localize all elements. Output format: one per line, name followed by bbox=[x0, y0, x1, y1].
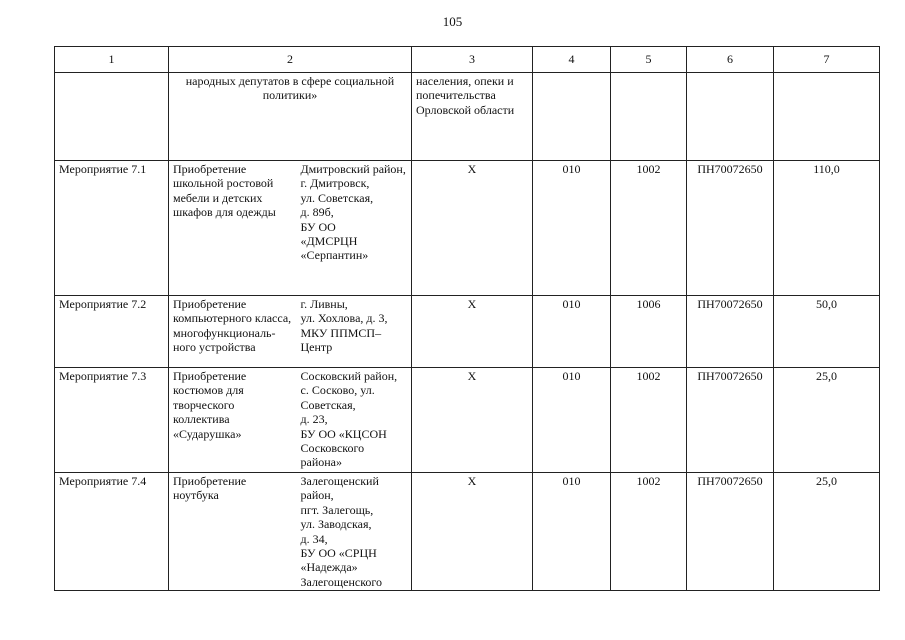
continuation-col-6 bbox=[687, 73, 774, 161]
col4-cell: 010 bbox=[533, 473, 611, 591]
col6-cell: ПН70072650 bbox=[687, 296, 774, 368]
event-cell: Мероприятие 7.3 bbox=[55, 368, 169, 473]
col6-cell: ПН70072650 bbox=[687, 368, 774, 473]
header-row bbox=[55, 47, 880, 73]
event-cell: Мероприятие 7.4 bbox=[55, 473, 169, 591]
continuation-col-3: населения, опеки и попечительства Орловской области bbox=[412, 73, 533, 161]
amount-cell: 25,0 bbox=[774, 473, 880, 591]
continuation-col-7 bbox=[774, 73, 880, 161]
col4-cell: 010 bbox=[533, 296, 611, 368]
col3-cell: Х bbox=[412, 296, 533, 368]
header-col-5: 5 bbox=[611, 47, 687, 73]
table-row bbox=[55, 161, 880, 296]
col6-cell: ПН70072650 bbox=[687, 161, 774, 296]
address-cell: г. Ливны, ул. Хохлова, д. 3, МКУ ППМСП– Центр bbox=[297, 296, 412, 368]
event-cell: Мероприятие 7.1 bbox=[55, 161, 169, 296]
header-col-3: 3 bbox=[412, 47, 533, 73]
item-name-cell: Приобретение костюмов для творческого коллектива «Сударушка» bbox=[169, 368, 297, 473]
amount-cell: 50,0 bbox=[774, 296, 880, 368]
col6-cell: ПН70072650 bbox=[687, 473, 774, 591]
amount-cell: 25,0 bbox=[774, 368, 880, 473]
header-col-1: 1 bbox=[55, 47, 169, 73]
col5-cell: 1006 bbox=[611, 296, 687, 368]
col5-cell: 1002 bbox=[611, 368, 687, 473]
col3-cell: Х bbox=[412, 473, 533, 591]
header-col-4: 4 bbox=[533, 47, 611, 73]
table-row bbox=[55, 368, 880, 473]
item-name-cell: Приобретение ноутбука bbox=[169, 473, 297, 591]
continuation-col-1 bbox=[55, 73, 169, 161]
address-cell: Залегощенский район, пгт. Залегощь, ул. Заводская, д. 34, БУ ОО «СРЦН «Надежда» Залегощенского bbox=[297, 473, 412, 591]
address-cell: Сосковский район, с. Сосково, ул. Советская, д. 23, БУ ОО «КЦСОН Сосковского района» bbox=[297, 368, 412, 473]
item-name-cell: Приобретение компьютерного класса, многофункциональ-ного устройства bbox=[169, 296, 297, 368]
address-cell: Дмитровский район, г. Дмитровск, ул. Советская, д. 89б, БУ ОО «ДМСРЦН «Серпантин» bbox=[297, 161, 412, 296]
continuation-col-2: народных депутатов в сфере социальной политики» bbox=[169, 73, 412, 161]
page-number: 105 bbox=[442, 14, 463, 29]
col4-cell: 010 bbox=[533, 161, 611, 296]
amount-cell: 110,0 bbox=[774, 161, 880, 296]
col4-cell: 010 bbox=[533, 368, 611, 473]
continuation-col-4 bbox=[533, 73, 611, 161]
table-row bbox=[55, 296, 880, 368]
budget-table bbox=[54, 46, 880, 591]
event-cell: Мероприятие 7.2 bbox=[55, 296, 169, 368]
header-col-7: 7 bbox=[774, 47, 880, 73]
continuation-row bbox=[55, 73, 880, 161]
col3-cell: Х bbox=[412, 368, 533, 473]
continuation-col-5 bbox=[611, 73, 687, 161]
col5-cell: 1002 bbox=[611, 473, 687, 591]
header-col-6: 6 bbox=[687, 47, 774, 73]
header-col-2: 2 bbox=[169, 47, 412, 73]
col3-cell: Х bbox=[412, 161, 533, 296]
col5-cell: 1002 bbox=[611, 161, 687, 296]
table-row bbox=[55, 473, 880, 591]
item-name-cell: Приобретение школьной ростовой мебели и детских шкафов для одежды bbox=[169, 161, 297, 296]
